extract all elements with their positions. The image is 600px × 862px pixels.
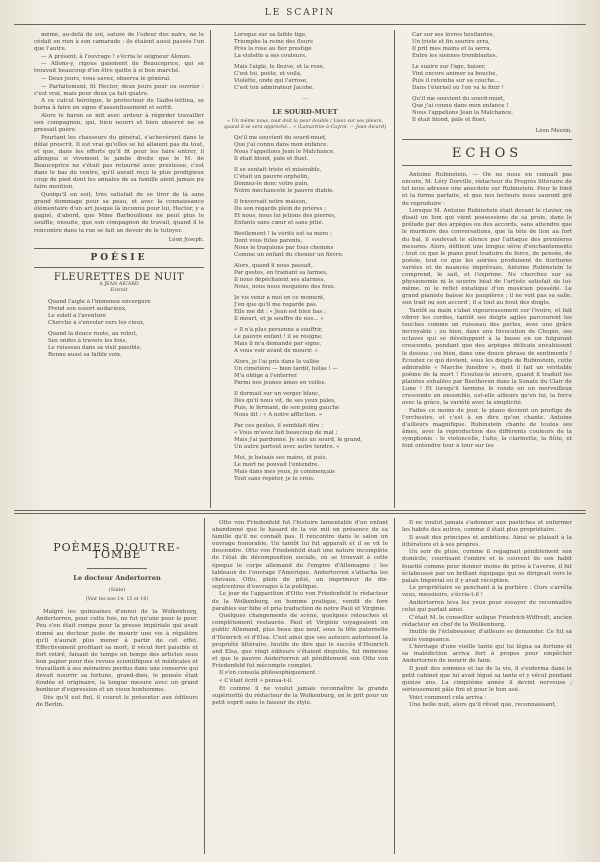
verse-line: Nous dit : « A notre affliction. »	[234, 412, 323, 419]
verse-line: Un cimetière — bien tardif, hélas ! —	[234, 366, 338, 373]
verse-line: Le soleil à l'aventure	[48, 312, 107, 319]
verse-line: Tout sans répéter, je le crois.	[234, 476, 315, 483]
column-5	[212, 520, 388, 854]
verse-line: Mais dans mes yeux, je commençais	[234, 469, 335, 476]
paragraph: L'héritage d'une vieille tante qui lui légua sa fortune et sa malédiction arriva fort à propos pour empêcher Andertorren de mourir de faim.	[402, 644, 572, 665]
verse-line: Qu'il me souvient du sourd-muet,	[234, 135, 327, 142]
stanza	[234, 167, 388, 195]
verse-line: Le pauvre enfant ! il se résigne,	[234, 334, 323, 341]
stanza	[234, 199, 388, 227]
verse-line: Alors, quand il nous passait,	[234, 263, 313, 270]
paragraph: Dès qu'il eut fini, il courut le présenter aux éditeurs de Berlin.	[36, 694, 198, 708]
poem-title: LE SOURD-MUET	[272, 108, 338, 117]
verse-line: La violette a ses couleurs.	[234, 53, 307, 59]
poem-verse	[222, 135, 388, 483]
verse-line: Alors, je l'ai pris dans la vallée	[234, 359, 320, 366]
verse-line: Enfants sans cœur et sans pitié.	[234, 220, 324, 227]
stanza	[234, 359, 388, 387]
article-note: (Voir les nos 14, 15 et 16)	[85, 597, 149, 603]
title-rule	[87, 568, 147, 569]
paragraph: Lorsque M. Antoine Rubinstein était devant le clavier, on disait un lion qui vient possessions de sa proie, dans le prélude par des arpèges ou des accords, sans attendre que le murmure des conversations, que la tête de lion au fort du bal, il soulevait le silence par l'attaque des premières mesures. Alors, défilent une longue série d'enchantements ; tout ce que le piano peut traduire de force, de pensée, de poésie, tout ce que les soirées produisent de fioritures variées et de nuances imprévues, Antoine Rubinstein le comprend, le sait, et l'exprime. Ne cherchez sur sa physionomie ni le sourire béat de l'artiste satisfait de lui-même, ni le reflet extatique d'un musicien possédé. Le grand pianiste baisse les paupières ; il ne voit pas sa salle, son trait ou son accord ; il a tout au bout des doigts.	[402, 208, 572, 307]
mid-rule-2	[14, 513, 586, 514]
poem-verse	[34, 299, 204, 359]
verse-line: Lorsque sur sa faible tige,	[234, 32, 307, 38]
verse-line: Il dormait sur un verger blanc,	[234, 391, 321, 398]
paragraph: Alors le baron se mit avec ardeur à régirder travailler son compagnon, qui, bien nourri et bien observé ne se pressait guère.	[34, 113, 204, 134]
top-rule	[14, 24, 586, 25]
verse-line: Dont vous fûtes parents,	[234, 238, 303, 245]
verse-line: Cherche à s'envoler vers les cieux,	[48, 319, 145, 326]
paragraph: même, au-delà de soi, saturé de l'odeur des naïrs, ne le cédait en rien à son camarade : ils étaient aussi passés l'un que l'autre.	[34, 32, 204, 53]
column-divider	[210, 30, 211, 508]
paragraph: Antoine Rubinstein. — On ne nous en connaît pas encore, M. Léry Dorville, rédacteur du Progrès littéraire de tel nous adresse une anecdote sur Rubinstein. Pour le fond et la forme parfaite, et que nos lecteurs nous sauront gré de reproduire :	[402, 172, 572, 207]
signature: Léon Joseph.	[168, 236, 204, 243]
stanza	[48, 331, 204, 359]
verse-line: Le mort ne pouvait l'entendre.	[234, 462, 320, 469]
verse-line: Quand la douce route, au rebut,	[48, 330, 138, 337]
stanza	[412, 64, 572, 92]
paragraph: Otto von Friedenfeld fut l'histoire lamentable d'un enfant abandonné que le hasard de la vie mit en présence de sa famille qu'il ne connaît pas. Il rencontre dans le salon un ouvrage honorable. Un tantôt lui fut apparaît et il se vit le descendre. Otto von Friedenfeld était une nature incomplète de l'état de décomposition sociale, où se trouvait à cette époque le corps allemand de l'empire d'Allemagne ; les tableaux de l'ouvrage l'Amérique. Andertorren s'attacha les chevaux. Otto, plein de pitié, un imprimeur de dix-septcentres d'ouvrages à la publique.	[212, 520, 388, 590]
verse-line: Entre les siennes tremblantes.	[412, 53, 498, 59]
mid-rule	[14, 510, 586, 511]
paragraph: — Allons-y, rigous gaiement de Beauceprice, qui se trouvait beaucoup d'en être quitte à si bon marché.	[34, 61, 204, 75]
stanza	[234, 135, 388, 163]
verse-line: Violette, onde qui l'arrose,	[234, 78, 309, 84]
column-4	[36, 520, 198, 854]
verse-line: Que j'ai connu dans mon enfance.	[234, 142, 329, 149]
section-rule	[402, 165, 572, 166]
verse-line: C'est toi, poète, et voilà,	[234, 71, 302, 77]
column-2	[222, 32, 388, 507]
verse-line: Un autre partout avec autre tendre. »	[234, 444, 340, 451]
article-body	[36, 609, 198, 709]
paragraph: Malgré les quinzaines d'ennui de la Wolkenburg, Andertorren, pour cette fois, ne fut qu'une pour le peur. Peu s'en était rompu pour la presse impériale qui avait donné au docteur juste de mourir une vie à régalière qu'il n'aurait plus mener à partir de cet effet. Effectivement profitant sa mort, il vécut fort paisible et fort retiré, faisant de temps en temps des articles sous bon papier pour des revues scientifiques et médicales et travaillant à ses mémoires perdus dans une conserve qui devait nourrir sa fortune, grand-dieu, le pensée était fondée et originaire, la longue mesure avec un grand bonheur d'expression et un vieux bonhomme.	[36, 609, 198, 694]
verse-line: « Il n'a plus personne à souffrir,	[234, 327, 323, 334]
verse-line: Il prit mes mains et la serra,	[412, 46, 492, 52]
paragraph: Quoiqu'il en soit, très satisfait de se tirer de là sans grand dommage pour sa peau, et avec la connaissance élémentaire d'un art jusque là inconnu pour lui, Hector, y a gagné, d'abord, que Mme Barbouillons ne peut plus le souffle, ensuite, que son compagnon de travail, quand il le rencontre dans la rue se fait un devoir de le tutoyer.	[34, 192, 204, 234]
paragraph: Il s'en consola philosophiquement :	[219, 670, 320, 677]
verse-line: Il était blond, pâle et fluet.	[234, 156, 309, 163]
paragraph: Quelques changements de scène, quelques retouches et complètement restaurée. Paul et Virginie voyageaient en public Allemand, plus beau que neuf, sous la tête paternelle d'Heinrich et d'Elsa. C'est ainsi que ses auteurs autorisent la propriété littéraire, Inutile de dire que le succès d'Heinrich and Elsa, que vingt éditeurs s'étaient disputés, fut immense et que le pauvre Andertorren ait péniblement son Otto von Friedenfeld fut mécompte complet.	[212, 613, 388, 669]
verse-line: Qu'il me souvient du sourd-muet,	[412, 96, 505, 102]
poem-epigraph: « Un même nous, tout doit la peur double / Lisez sur ses pleurs, quand il se sera approché... » (Lamartine-à-Cayrol. — Jean Aicard)	[224, 119, 386, 131]
stanza	[234, 295, 388, 323]
stanza	[234, 263, 388, 291]
verse-line: Moi, je baisais ses mains, et puis,	[234, 455, 328, 462]
verse-line: Puis il retomba sur sa couche...	[412, 78, 500, 84]
verse-line: Parmi nos jeunes âmes en voilée.	[234, 380, 327, 387]
paragraph: Inutile de l'éclabousser, d'ailleurs se demander. Ce fut sa seule vengeance.	[402, 629, 572, 643]
article-title: POÈMES D'OUTRE-TOMBE	[53, 541, 181, 562]
stanza	[412, 32, 572, 60]
verse-line: Et nous, nous lui jetions des pierres,	[234, 213, 336, 220]
paragraph: Pourtant les chasseurs du général, s'achevèrent dans le délai prescrit. Il est vrai qu'elles se lui allaient pas du tout, et que, dans les efforts qu'il fit pour les faire entrer, il allongea si vivement le jambe droite que le M. de Beauceprice ne s'était pas retourné avec prestesse, c'est dans le bas du ventre, qu'il aurait reçu le plus prodigieux coup de pied dont les annales de sa famille aient jamais pu faire mention.	[34, 134, 204, 191]
separator: —	[302, 96, 308, 102]
verse-line: Je vis venir à moi en ce moment,	[234, 295, 325, 302]
verse-line: Vint encore animer sa bouche,	[412, 71, 498, 77]
verse-line: Par ces gestes, il semblait dire :	[234, 423, 323, 430]
paragraph: « C'était écrit » pensa-t-il.	[219, 678, 293, 685]
verse-line: J'en que qu'il me regarde pas.	[234, 302, 318, 309]
verse-line: Prend son essort audacieux,	[48, 305, 127, 312]
poem-author: A JEAN AICARD	[99, 281, 139, 287]
paragraph: Faites ce moins de jour, le piano devient un prodige de l'orchestre, et c'est à en dire qu'on chante. Antoine d'ailleurs magnifique. Rubinstein chante de toutes ses âmes, avec la reproduction des différents couleurs de la symphonie : le violoncelle, l'alto, la clarinette, la flûte, et font entendre tour à tour sur les	[402, 407, 572, 450]
section-title: POÉSIE	[90, 252, 148, 263]
verse-line: Que j'ai connu dans mon enfance !	[412, 103, 509, 109]
verse-line: Puis, le fermant, de son poing gauche	[234, 405, 340, 412]
stanza	[234, 455, 388, 483]
verse-line: Mais j'ai pardonné. Je suis un sourd, le grand,	[234, 437, 363, 444]
verse-line: Il meurt, et je souffre de nos... »	[234, 316, 324, 323]
column-1-article	[34, 32, 204, 235]
section-rule	[402, 139, 572, 140]
paragraph: Voici comment cela arriva :	[409, 694, 487, 701]
column-6	[402, 520, 572, 854]
verse-line: Nous l'appelions Jean le Malchance,	[234, 149, 336, 156]
verse-line: Il se sentait triste et misérable,	[234, 167, 322, 174]
paragraph: Il avait des principes et ambitions. Ainsi se plaisait à la littérature et à ses propres.	[402, 534, 572, 548]
verse-line: Donnez-le donc votre pain,	[234, 181, 309, 188]
verse-line: Le suaire sur l'âge, baiser,	[412, 64, 486, 70]
paragraph: Il ne voulut jamais s'adonner aux pastiches et enfermer les habits des autres, comme il était plus propriétaire.	[402, 520, 572, 534]
section-title: ECHOS	[451, 146, 523, 162]
verse-line: Un triste et fin sourire erra,	[412, 39, 490, 45]
paragraph: Et comme il ne voulut jamais reconnaître la grande supériorité du rédacteur de la Wolkenburg, on le prit pour un petit esprit sans le faiseur de style.	[212, 685, 388, 706]
poem-title: FLEURETTES DE NUIT	[53, 271, 185, 283]
verse-line: Nous le traquions par tous chemins	[234, 245, 334, 252]
paragraph: Andertorren leva les yeux pour essayer de reconnaître celui qui parlait ainsi.	[402, 600, 572, 614]
verse-line: Nous l'appelions Jean la Malchance,	[412, 110, 514, 116]
column-divider	[394, 30, 395, 508]
stanza	[234, 32, 388, 60]
stanza	[412, 96, 572, 124]
paragraph: A ce calcul héroïque, le protecteur de Gaibo-lettina, se borna à faire un signe d'assentissement et sortit.	[34, 98, 204, 112]
verse-line: Réellement ! la vérité est sa mère ;	[234, 231, 332, 238]
verse-line: Notre méchanceté le pauvre diable.	[234, 188, 335, 195]
poem-dedication: Extrait	[110, 287, 128, 293]
column-divider	[394, 518, 395, 854]
masthead: LE SCAPIN	[264, 8, 336, 18]
verse-line: Près la rose au fier prestige	[234, 46, 312, 52]
verse-line: Mais il m'a demandé par signe,	[234, 341, 322, 348]
verse-line: « Vous m'avez fait beaucoup de mal ;	[234, 430, 338, 437]
stanza	[48, 299, 204, 327]
paragraph: — Parfaitement, fit Hector, deux jours pour ou ouvrier ; c'est vrai, mais pour deux ça fait quatre.	[34, 83, 204, 97]
verse-line: Quand l'aigle à l'immense envergure	[48, 298, 151, 305]
signature: Léon Messin.	[535, 128, 572, 134]
verse-line: Par gestes, en trainant sa larmes,	[234, 270, 328, 277]
paragraph: Le propriétaire se penchant à la portière : Ours s'arrêta vous, messieurs, s'écria-t-il !	[402, 585, 572, 599]
verse-line: Ses ondes à travers les bois,	[48, 337, 128, 344]
section-rule	[34, 267, 204, 268]
verse-line: Dès qu'il nous vit, de ses yeux pâles,	[234, 398, 336, 405]
verse-line: C'était un pauvre orphelin,	[234, 174, 310, 181]
verse-line: Il traversait notre maison,	[234, 199, 307, 206]
paragraph: Le jour de l'apparition d'Otto von Friedenfeld le rédacteur de la Wolkenburg, en homme pratique, vendit de fore parables sur bibe et pria traduction de notre Paul et Virginie.	[212, 591, 388, 612]
paragraph: Un soir de pluie, comme il regagnait péniblement son domicile, courtisant l'ombre et le couvent de son habit fouetté comme pour donner moins de prise à l'averse, il fut éclaboussé par un brillant équipage qui se dirigeait vers le palais Impérial où il y avait réception.	[402, 549, 572, 584]
paragraph: Une belle nuit, alors qu'il rêvait que, reconnaissant,	[409, 702, 557, 709]
poem-verse	[222, 32, 388, 92]
stanza	[234, 327, 388, 355]
verse-line: Le ruisseau dans sa visit paisible,	[48, 344, 142, 351]
poem-verse	[402, 32, 572, 124]
paragraph: Tantôt sa main s'abat vigoureusement sur l'ivoire, et fait vibrer les cordes, tantôt ses doigts agiles parcourent les touches comme un ruisseau des perles, avec une grâce incroyable ; ou bien, dans une Invocation de Chopin, ses octaves qui se développent à la basse en un fulgurant crescendo, pendant que des arpèges délicats envahissent le dessus ; ou bien, dans une douce phrase de sentiments ! Ecoutez ce qui devient, sous les doigts de Rubinstein, cette admirable « Marche funèbre », dont il fait un véritable poème de la mort ! Ecoutez-le encore, quand il traduit les plaintes exhalées par Beethoven dans la Sonate du Clair de Lune ! Et lorsqu'il termine le rondo en un merveilleux crescendo un ensemble, est-elle ailleurs qu'en lui, la force avec la grâce, la variété avec la simplicité.	[402, 307, 572, 407]
column-3	[402, 32, 572, 507]
verse-line: C'est ton admirateur Jacobé.	[234, 85, 315, 91]
stanza	[234, 64, 388, 92]
verse-line: M'a obligé à l'enterrer.	[234, 373, 298, 380]
column-1	[34, 32, 204, 507]
paragraph: — Deux jours, vous savez, observa le général.	[41, 76, 171, 83]
section-rule	[34, 248, 204, 249]
verse-line: Mais l'aigle, le fleuve, et la rose,	[234, 64, 325, 70]
verse-line: A vous voir avant de mourir. »	[234, 348, 318, 355]
verse-line: Comme un enfant du chenier un fiévre.	[234, 252, 344, 259]
stanza	[234, 423, 388, 451]
verse-line: Nous, nous nous moquions des fous.	[234, 284, 336, 291]
verse-line: Il était blond, pâle et fluet.	[412, 117, 487, 123]
verse-line: Triomphe la reine des fleurs	[234, 39, 313, 45]
verse-line: Elle me dit : « Jean est bien bas ;	[234, 309, 326, 316]
paragraph: — A présent, à l'ouvrage ! s'écria le seigneur Alonzo.	[41, 53, 192, 60]
column-divider	[204, 518, 205, 854]
stanza	[234, 231, 388, 259]
verse-line: Il nous dépêchaient ses alarmes,	[234, 277, 326, 284]
echos-article	[402, 172, 572, 450]
article-note: (Suite)	[108, 588, 126, 594]
verse-line: Du son regards plein de prières ;	[234, 206, 327, 213]
article-body	[402, 520, 572, 709]
verse-line: Dans l'éternel où l'on va le finir !	[412, 85, 504, 91]
verse-line: Ronne aussi sa faible voix.	[48, 351, 122, 358]
paragraph: Il jouit des sommes et las de la vie, il s'enferma dans le petit cabinet que lui avait légué sa tante et y vécut pendant quinze ans. La cinquième année il devint nerveuse ; sérieusement pâle fini et pour le bon usé.	[402, 665, 572, 694]
stanza	[234, 391, 388, 419]
article-body	[212, 520, 388, 707]
verse-line: Car sur ses lèvres hésitantes,	[412, 32, 495, 38]
article-subtitle: Le docteur Andertorren	[73, 574, 161, 583]
paragraph: C'était M. le conseiller aulique Friedrich-Wiffredt, ancien rédacteur en chef de la Wolkenburg.	[402, 614, 572, 628]
